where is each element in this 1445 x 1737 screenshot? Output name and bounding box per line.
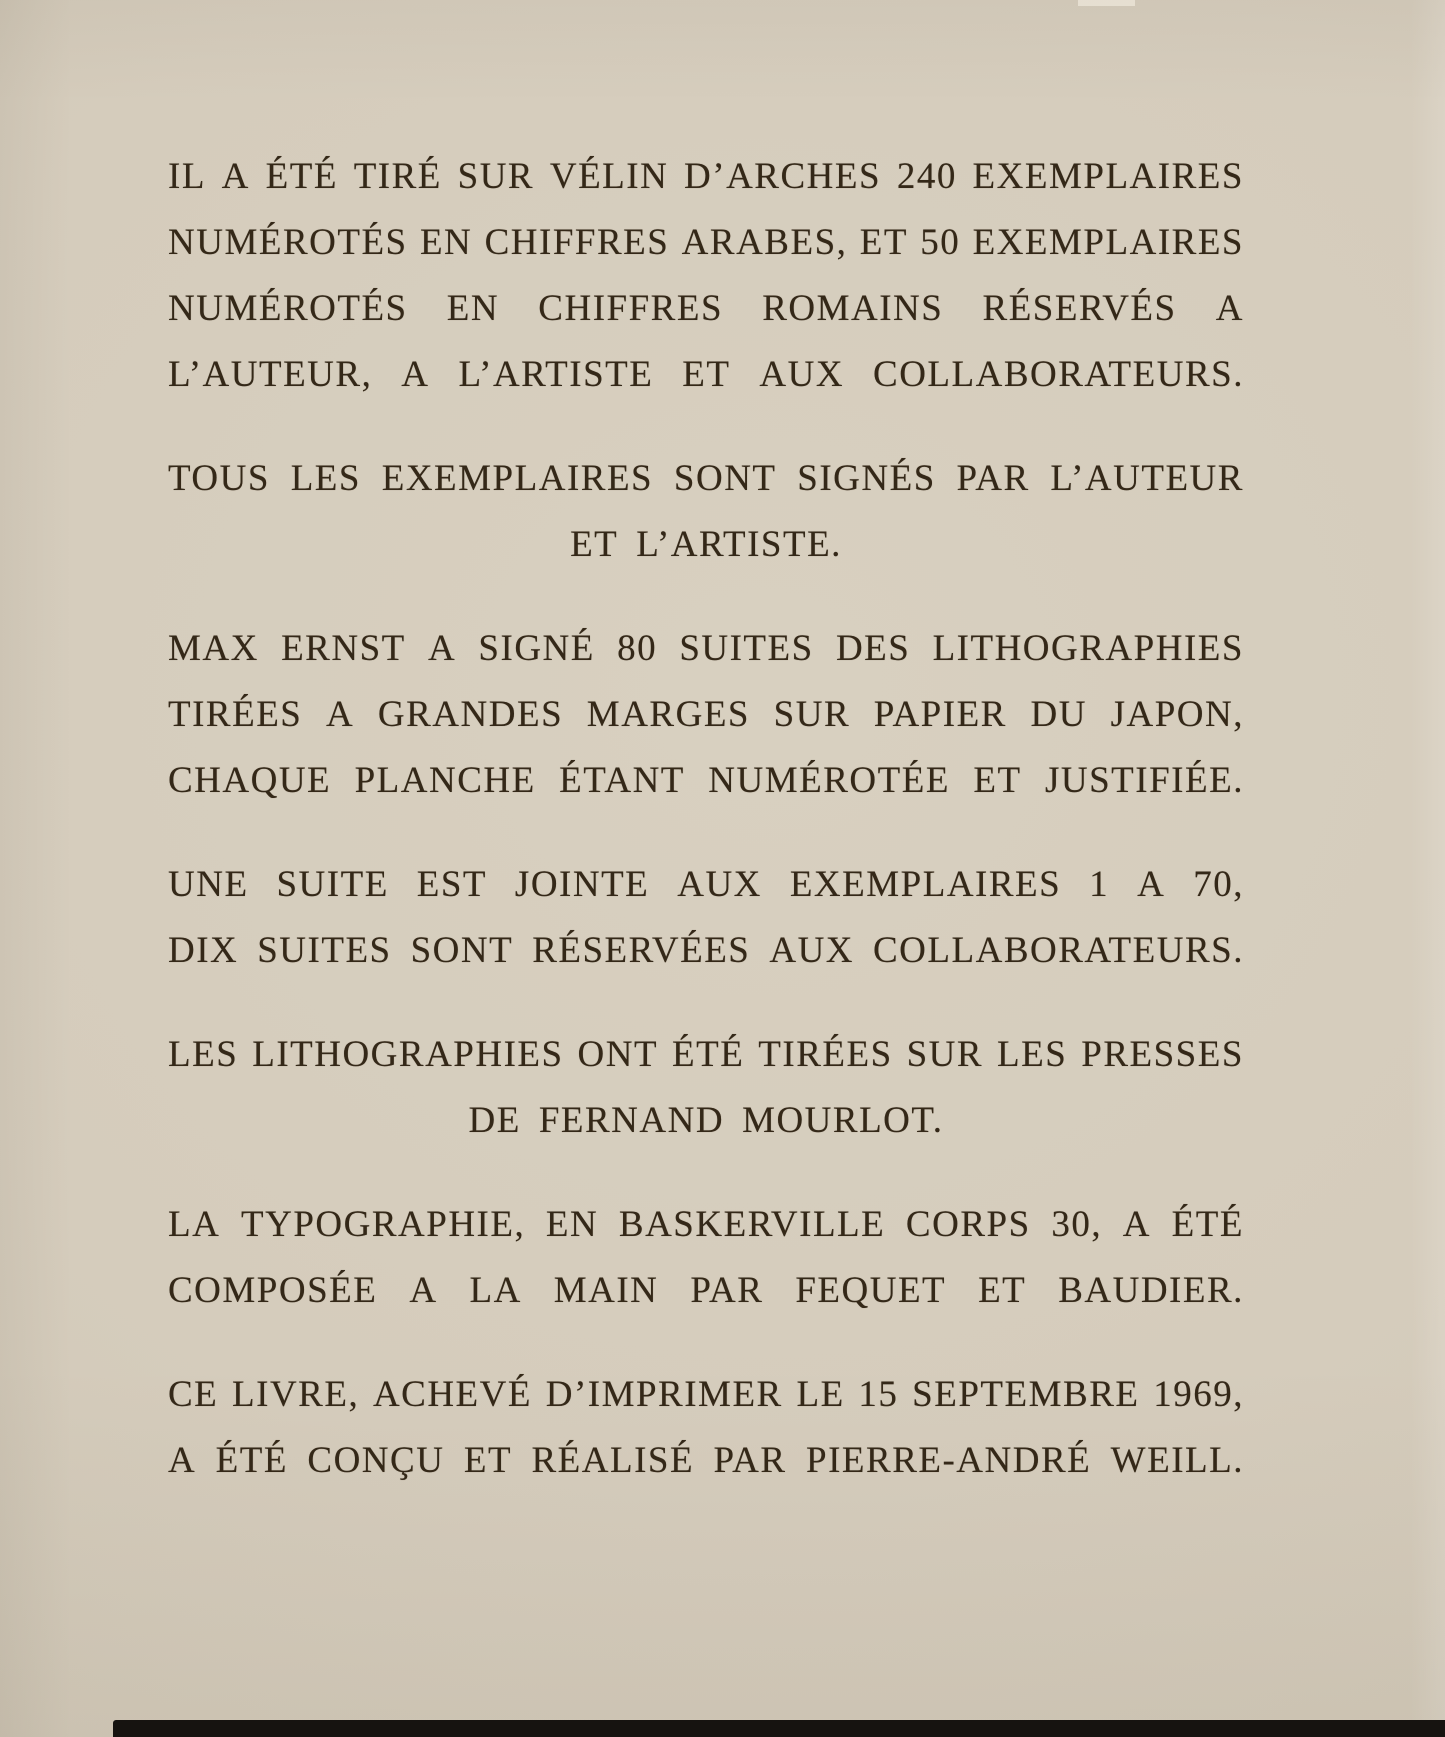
- colophon-word: TYPOGRAPHIE,: [241, 1203, 526, 1245]
- colophon-word: SUITE: [276, 863, 389, 905]
- colophon-word: ET: [859, 221, 908, 263]
- colophon-word: L’AUTEUR: [1050, 457, 1244, 499]
- colophon-word: 240: [896, 155, 957, 197]
- colophon-word: LIVRE,: [232, 1373, 360, 1415]
- colophon-word: ET: [682, 353, 731, 395]
- colophon-word: 15: [858, 1373, 899, 1415]
- colophon-paragraph: [168, 851, 1244, 983]
- colophon-paragraph: [168, 143, 1244, 407]
- colophon-word: DU: [1030, 693, 1087, 735]
- colophon-word: A: [401, 353, 430, 395]
- colophon-word: SUITES: [257, 929, 392, 971]
- colophon-word: A: [1137, 863, 1166, 905]
- colophon-paragraph: [168, 1191, 1244, 1323]
- colophon-word: ARABES,: [681, 221, 848, 263]
- colophon-word: SEPTEMBRE: [912, 1373, 1140, 1415]
- colophon-word: ET: [570, 523, 619, 565]
- colophon-word: RÉALISÉ: [531, 1439, 695, 1481]
- colophon-word: AUX: [759, 353, 845, 395]
- colophon-word: PAR: [956, 457, 1030, 499]
- colophon-line: [168, 1361, 1244, 1427]
- colophon-word: L’AUTEUR,: [168, 353, 373, 395]
- colophon-word: UNE: [168, 863, 249, 905]
- colophon-word: VÉLIN: [549, 155, 669, 197]
- colophon-word: COMPOSÉE: [168, 1269, 378, 1311]
- colophon-word: ÉTÉ: [215, 1439, 288, 1481]
- colophon-word: ÉTÉ: [672, 1033, 745, 1075]
- colophon-word: TIRÉ: [353, 155, 442, 197]
- colophon-word: NUMÉROTÉE: [708, 759, 950, 801]
- colophon-word: LA: [469, 1269, 522, 1311]
- colophon-word: CHIFFRES: [538, 287, 724, 329]
- colophon-text-block: [168, 143, 1244, 1493]
- colophon-word: A: [409, 1269, 438, 1311]
- colophon-word: ÉTÉ: [1171, 1203, 1244, 1245]
- colophon-word: DE: [468, 1099, 521, 1141]
- colophon-paragraph: [168, 1361, 1244, 1493]
- colophon-word: PRESSES: [1081, 1033, 1244, 1075]
- colophon-word: 1: [1089, 863, 1110, 905]
- colophon-line: [168, 511, 1244, 577]
- colophon-word: A: [1122, 1203, 1151, 1245]
- colophon-word: BAUDIER.: [1058, 1269, 1244, 1311]
- scan-edge-dark-bar: [113, 1720, 1445, 1737]
- colophon-word: SONT: [410, 929, 514, 971]
- colophon-word: L’ARTISTE: [458, 353, 654, 395]
- colophon-word: EXEMPLAIRES: [972, 155, 1244, 197]
- scan-edge-notch: [1078, 0, 1135, 6]
- colophon-word: JAPON,: [1110, 693, 1244, 735]
- colophon-word: AUX: [769, 929, 855, 971]
- colophon-word: MOURLOT.: [742, 1099, 944, 1141]
- colophon-word: A: [168, 1439, 197, 1481]
- colophon-word: GRANDES: [377, 693, 564, 735]
- colophon-word: NUMÉROTÉS: [168, 287, 408, 329]
- colophon-word: LES: [290, 457, 361, 499]
- colophon-word: SUR: [773, 693, 851, 735]
- colophon-word: WEILL.: [1110, 1439, 1244, 1481]
- colophon-line: [168, 615, 1244, 681]
- colophon-line: [168, 445, 1244, 511]
- colophon-word: A: [221, 155, 250, 197]
- colophon-word: CHAQUE: [168, 759, 332, 801]
- colophon-word: CHIFFRES: [484, 221, 670, 263]
- colophon-line: [168, 1191, 1244, 1257]
- colophon-word: EXEMPLAIRES: [381, 457, 654, 499]
- colophon-word: 50: [920, 221, 961, 263]
- colophon-word: TOUS: [168, 457, 270, 499]
- colophon-word: A: [1215, 287, 1244, 329]
- colophon-line: [168, 341, 1244, 407]
- colophon-line: [168, 851, 1244, 917]
- colophon-word: COLLABORATEURS.: [873, 353, 1244, 395]
- colophon-word: CONÇU: [307, 1439, 445, 1481]
- colophon-word: SIGNÉS: [797, 457, 936, 499]
- colophon-line: [168, 1021, 1244, 1087]
- colophon-word: AUX: [677, 863, 762, 905]
- colophon-line: [168, 275, 1244, 341]
- colophon-word: PAR: [690, 1269, 764, 1311]
- colophon-word: LITHOGRAPHIES: [252, 1033, 564, 1075]
- colophon-word: LITHOGRAPHIES: [932, 627, 1244, 669]
- colophon-word: DIX: [168, 929, 239, 971]
- colophon-word: NUMÉROTÉS: [168, 221, 408, 263]
- colophon-word: MARGES: [586, 693, 750, 735]
- colophon-word: BASKERVILLE: [618, 1203, 886, 1245]
- colophon-line: [168, 1257, 1244, 1323]
- colophon-word: MAIN: [553, 1269, 659, 1311]
- colophon-word: MAX: [168, 627, 259, 669]
- colophon-word: 70,: [1193, 863, 1244, 905]
- colophon-word: LA: [168, 1203, 221, 1245]
- colophon-word: ET: [978, 1269, 1027, 1311]
- colophon-word: EXEMPLAIRES: [972, 221, 1244, 263]
- colophon-word: IL: [168, 155, 206, 197]
- colophon-word: FEQUET: [795, 1269, 947, 1311]
- colophon-word: ROMAINS: [762, 287, 944, 329]
- colophon-word: A: [427, 627, 457, 669]
- colophon-word: PAPIER: [873, 693, 1007, 735]
- colophon-word: EXEMPLAIRES: [789, 863, 1062, 905]
- colophon-word: LES: [997, 1033, 1068, 1075]
- colophon-word: TIRÉES: [168, 693, 303, 735]
- colophon-word: ONT: [577, 1033, 659, 1075]
- colophon-paragraph: [168, 615, 1244, 813]
- colophon-word: 30,: [1051, 1203, 1103, 1245]
- colophon-word: CE: [168, 1373, 219, 1415]
- colophon-word: ERNST: [281, 627, 406, 669]
- colophon-word: ET: [973, 759, 1022, 801]
- colophon-word: PIERRE-ANDRÉ: [806, 1439, 1092, 1481]
- colophon-word: SIGNÉ: [478, 627, 595, 669]
- colophon-paragraph: [168, 445, 1244, 577]
- colophon-word: COLLABORATEURS.: [873, 929, 1244, 971]
- colophon-word: SUR: [457, 155, 535, 197]
- colophon-word: PLANCHE: [354, 759, 536, 801]
- colophon-word: LES: [168, 1033, 239, 1075]
- colophon-word: RÉSERVÉES: [532, 929, 751, 971]
- colophon-word: ÉTÉ: [265, 155, 338, 197]
- colophon-word: ET: [463, 1439, 513, 1481]
- colophon-word: EN: [545, 1203, 599, 1245]
- colophon-word: TIRÉES: [758, 1033, 893, 1075]
- colophon-word: FERNAND: [538, 1099, 725, 1141]
- colophon-word: A: [326, 693, 355, 735]
- colophon-word: SUITES: [679, 627, 814, 669]
- colophon-word: L’ARTISTE.: [636, 523, 842, 565]
- colophon-line: [168, 747, 1244, 813]
- colophon-word: 1969,: [1153, 1373, 1244, 1415]
- colophon-line: [168, 1427, 1244, 1493]
- colophon-line: [168, 209, 1244, 275]
- colophon-word: EN: [446, 287, 500, 329]
- colophon-word: ÉTANT: [559, 759, 685, 801]
- colophon-word: PAR: [713, 1439, 787, 1481]
- colophon-word: D’ARCHES: [684, 155, 882, 197]
- colophon-line: [168, 143, 1244, 209]
- colophon-word: 80: [617, 627, 658, 669]
- colophon-line: [168, 681, 1244, 747]
- colophon-word: EST: [416, 863, 487, 905]
- colophon-word: JUSTIFIÉE.: [1044, 759, 1244, 801]
- colophon-word: SUR: [906, 1033, 984, 1075]
- colophon-word: RÉSERVÉS: [982, 287, 1177, 329]
- colophon-word: JOINTE: [514, 863, 650, 905]
- colophon-word: LE: [796, 1373, 845, 1415]
- colophon-word: D’IMPRIMER: [545, 1373, 783, 1415]
- colophon-word: EN: [419, 221, 473, 263]
- colophon-word: CORPS: [905, 1203, 1031, 1245]
- colophon-word: SONT: [673, 457, 777, 499]
- colophon-line: [168, 1087, 1244, 1153]
- colophon-word: ACHEVÉ: [372, 1373, 532, 1415]
- colophon-word: DES: [835, 627, 911, 669]
- colophon-line: [168, 917, 1244, 983]
- colophon-paragraph: [168, 1021, 1244, 1153]
